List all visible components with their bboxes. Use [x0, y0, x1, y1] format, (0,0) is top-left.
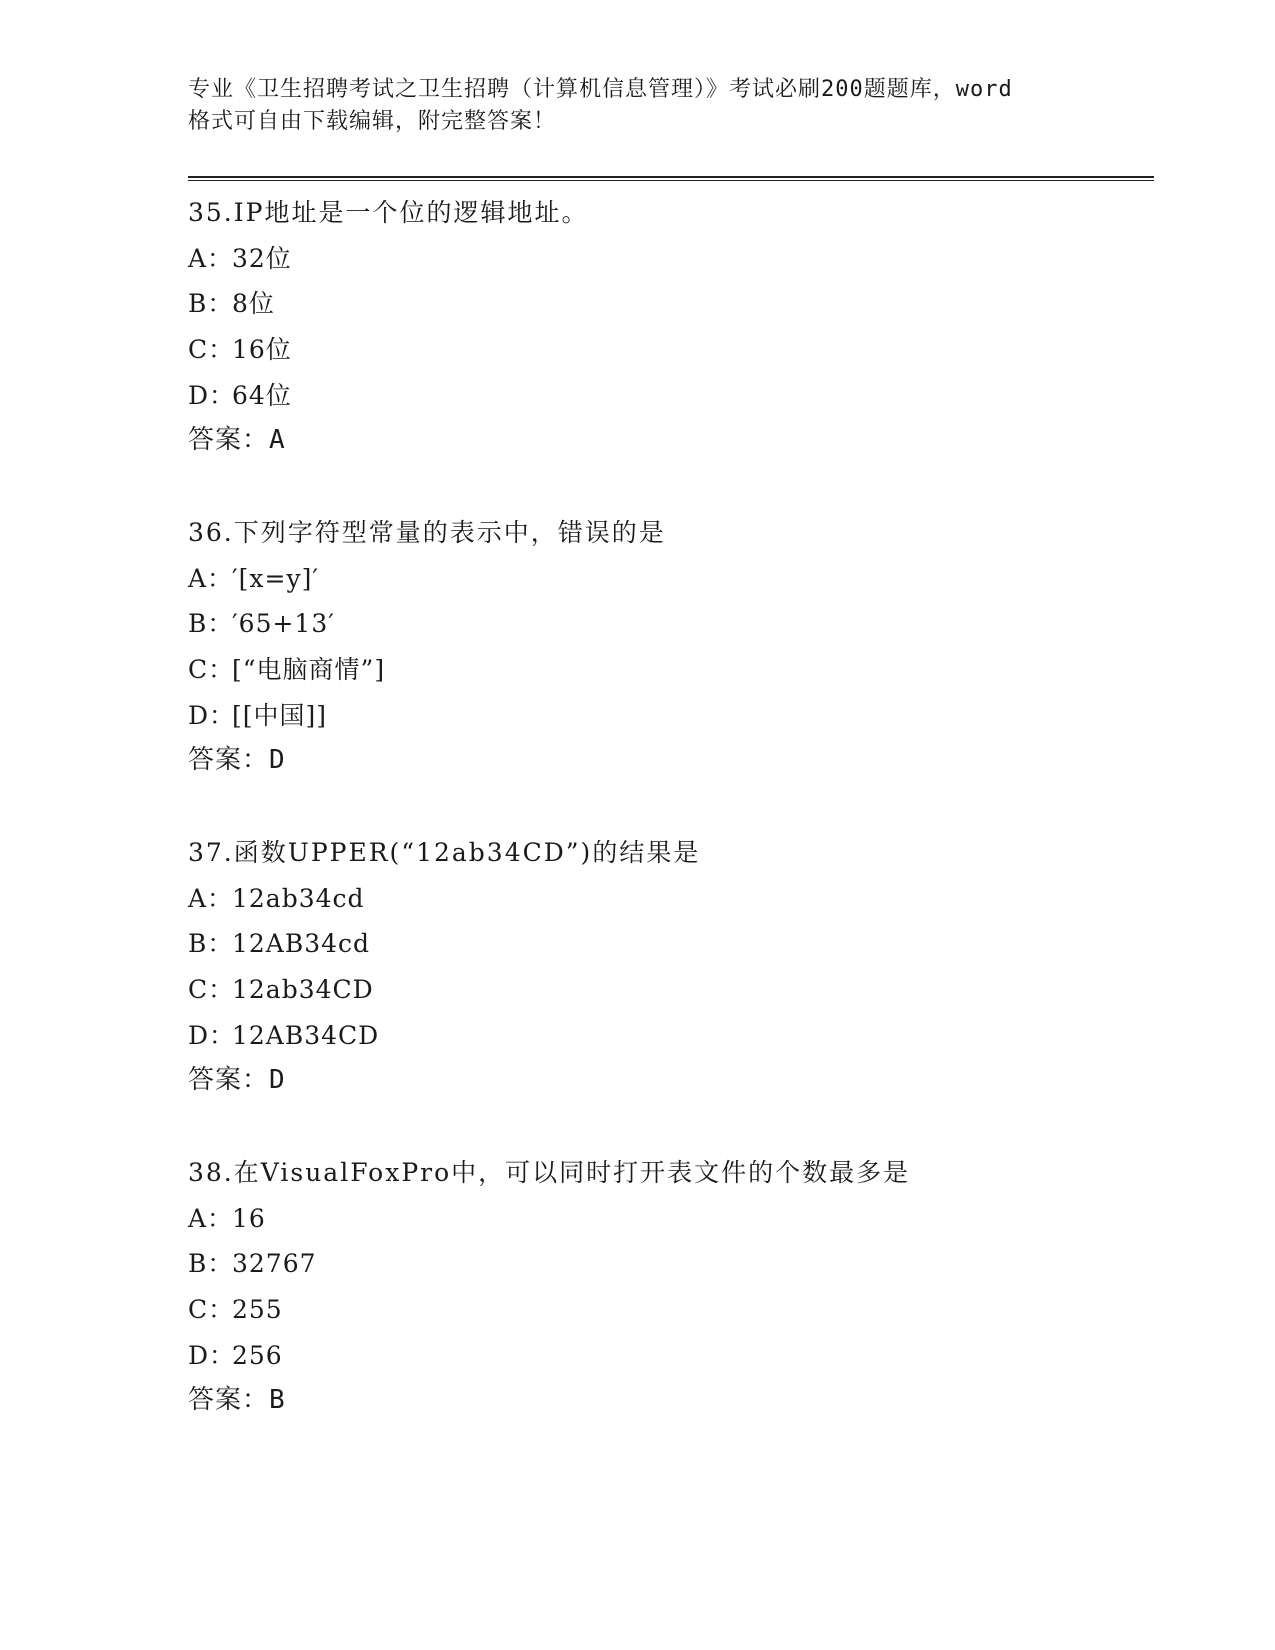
option-text: 32位	[232, 243, 292, 273]
option-a	[188, 1196, 1148, 1242]
option-label: C：	[188, 975, 235, 1005]
document-header	[188, 74, 1088, 138]
option-text: ′65+13′	[232, 609, 335, 639]
option-c	[188, 647, 1148, 693]
option-label: C：	[188, 335, 235, 365]
option-label: A：	[188, 243, 234, 273]
option-text: 12AB34cd	[232, 929, 371, 959]
answer-line: 答案：A	[188, 425, 286, 456]
option-b	[188, 601, 1148, 647]
header-divider	[188, 176, 1154, 181]
option-b	[188, 1241, 1148, 1287]
option-d	[188, 1333, 1148, 1379]
option-text: 255	[232, 1295, 283, 1325]
option-label: A：	[188, 563, 234, 593]
option-text: 12AB34CD	[232, 1020, 380, 1050]
option-text: 16位	[232, 335, 292, 365]
option-label: C：	[188, 655, 235, 685]
option-label: B：	[188, 1249, 234, 1279]
option-a	[188, 556, 1148, 602]
option-label: D：	[188, 1020, 236, 1050]
answer-line: 答案：D	[188, 745, 286, 776]
question-36	[188, 510, 1148, 830]
answer-line: 答案：B	[188, 1385, 286, 1416]
option-text: [“电脑商情”]	[232, 655, 386, 685]
option-text: ′[x=y]′	[232, 563, 320, 593]
option-text: 12ab34CD	[232, 975, 374, 1005]
question-list	[188, 190, 1148, 1470]
option-text: 8位	[232, 289, 275, 319]
header-line-2: 格式可自由下载编辑，附完整答案！	[188, 109, 557, 134]
option-label: B：	[188, 289, 234, 319]
option-d	[188, 373, 1148, 419]
option-b	[188, 281, 1148, 327]
option-text: [[中国]]	[232, 700, 328, 730]
question-35	[188, 190, 1148, 510]
option-label: D：	[188, 1340, 236, 1370]
question-38	[188, 1150, 1148, 1470]
option-label: C：	[188, 1295, 235, 1325]
option-a	[188, 876, 1148, 922]
option-c	[188, 327, 1148, 373]
option-label: D：	[188, 700, 236, 730]
question-37	[188, 830, 1148, 1150]
answer-line: 答案：D	[188, 1065, 286, 1096]
option-d	[188, 693, 1148, 739]
option-text: 12ab34cd	[232, 883, 365, 913]
option-label: A：	[188, 1203, 234, 1233]
option-d	[188, 1013, 1148, 1059]
option-b	[188, 921, 1148, 967]
option-c	[188, 1287, 1148, 1333]
question-stem: 36.下列字符型常量的表示中，错误的是	[188, 518, 666, 547]
question-stem: 38.在VisualFoxPro中，可以同时打开表文件的个数最多是	[188, 1158, 911, 1187]
header-line-1: 专业《卫生招聘考试之卫生招聘（计算机信息管理）》考试必刷200题题库，word	[188, 77, 1013, 102]
option-text: 32767	[232, 1249, 317, 1279]
question-stem: 35.IP地址是一个位的逻辑地址。	[188, 198, 589, 227]
option-a	[188, 236, 1148, 282]
option-c	[188, 967, 1148, 1013]
option-label: B：	[188, 609, 234, 639]
option-text: 64位	[232, 380, 292, 410]
option-text: 16	[232, 1203, 266, 1233]
question-stem: 37.函数UPPER(“12ab34CD”)的结果是	[188, 838, 701, 867]
option-text: 256	[232, 1340, 283, 1370]
option-label: A：	[188, 883, 234, 913]
option-label: B：	[188, 929, 234, 959]
option-label: D：	[188, 380, 236, 410]
